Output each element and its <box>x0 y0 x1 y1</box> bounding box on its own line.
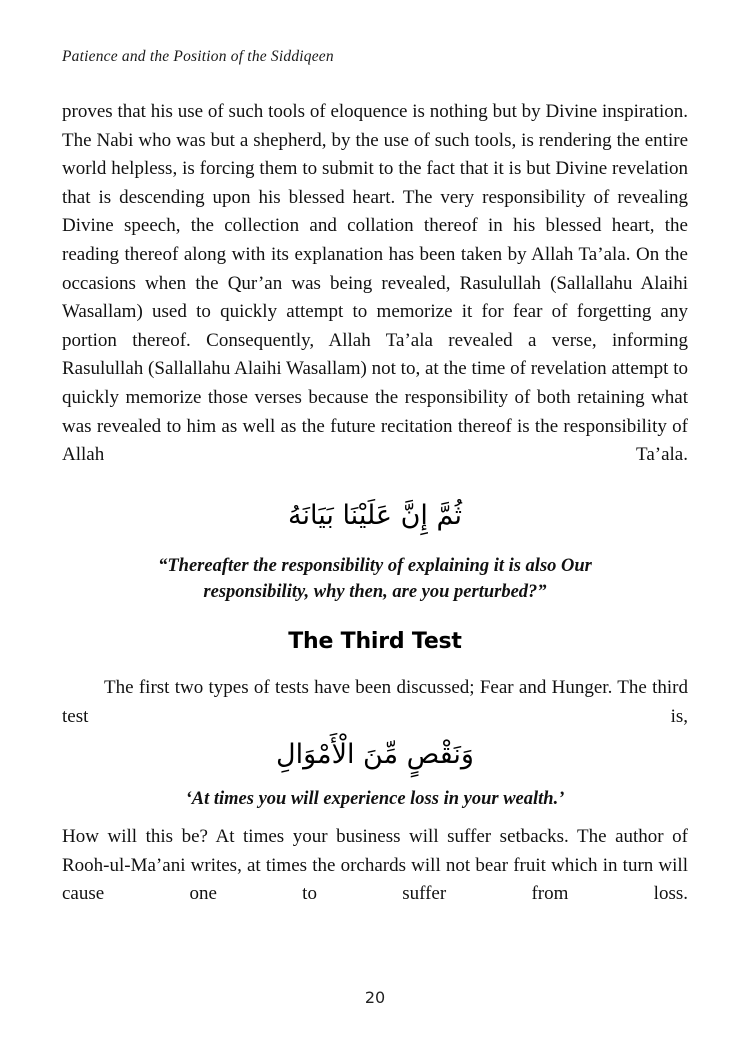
body-paragraph-1: proves that his use of such tools of eloquence is nothing but by Divine inspiration. The Nabi who was but a shepherd, by the use of such tools, is rendering the entire world helpless, is forcing them to submit to the fact that it is but Divine revelation that is descending upon his blessed heart. The very responsibility of revealing Divine speech, the collection and collation thereof in his blessed heart, the reading thereof along with its explanation has been taken by Allah Ta’ala. On the occasions when the Qur’an was being revealed, Rasulullah (Sallallahu Alaihi Wasallam) used to quickly attempt to memorize it for fear of forgetting any portion thereof. Consequently, Allah Ta’ala revealed a verse, informing Rasulullah (Sallallahu Alaihi Wasallam) not to, at the time of revelation attempt to quickly memorize those verses because the responsibility of both retaining what was revealed to him as well as the future recitation thereof is the responsibility of Allah Ta’ala. <box>62 101 688 466</box>
arabic-verse-2: وَنَقْصٍ مِّنَ الْأَمْوَالِ <box>276 739 474 770</box>
section-heading-third-test: The Third Test <box>288 629 462 654</box>
body-paragraph-2: The first two types of tests have been discussed; Fear and Hunger. The third test is, <box>62 677 688 727</box>
verse-1-translation: “Thereafter the responsibility of explaining it is also Our responsibility, why then, are you perturbed?” <box>158 556 592 602</box>
verse-2-translation: ‘At times you will experience loss in your wealth.’ <box>185 789 565 809</box>
body-paragraph-3: How will this be? At times your business will suffer setbacks. The author of Rooh-ul-Ma’ani writes, at times the orchards will not bear fruit which in turn will cause one to suffer from loss. <box>62 826 688 905</box>
page-number: 20 <box>364 988 386 1007</box>
paragraph-block-one <box>62 98 688 498</box>
arabic-verse-1: ثُمَّ إِنَّ عَلَيْنَا بَيَانَهُ <box>287 500 462 531</box>
paragraph-block-three <box>62 823 688 937</box>
running-header: Patience and the Position of the Siddiqeen <box>62 48 334 65</box>
